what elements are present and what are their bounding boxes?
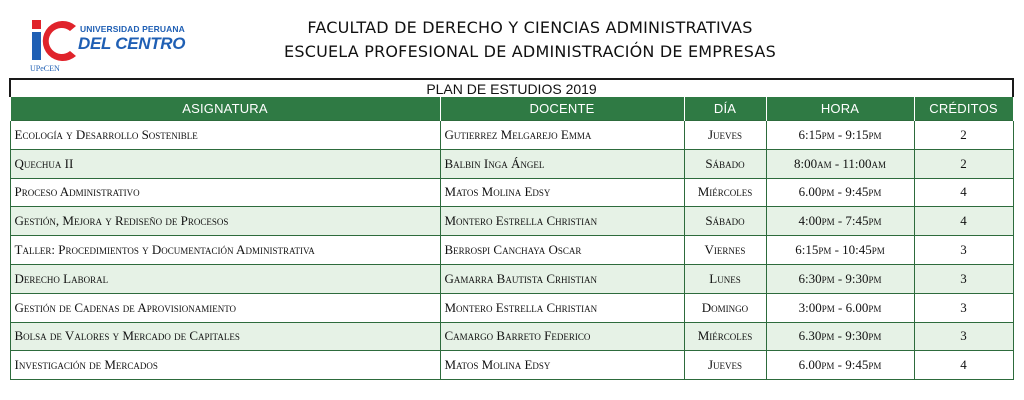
cell-dia: Domingo <box>684 293 766 322</box>
cell-hora: 3:00pm - 6.00pm <box>766 293 914 322</box>
cell-dia: Jueves <box>684 121 766 150</box>
cell-docente: Gutierrez Melgarejo Emma <box>440 121 684 150</box>
cell-asignatura: Investigación de Mercados <box>10 351 440 380</box>
table-row <box>10 351 1013 380</box>
cell-creditos: 4 <box>914 178 1013 207</box>
cell-creditos: 3 <box>914 293 1013 322</box>
cell-hora: 6:30pm - 9:30pm <box>766 264 914 293</box>
cell-hora: 6.00pm - 9:45pm <box>766 178 914 207</box>
cell-docente: Montero Estrella Christian <box>440 293 684 322</box>
cell-dia: Lunes <box>684 264 766 293</box>
table-row <box>10 264 1013 293</box>
cell-asignatura: Derecho Laboral <box>10 264 440 293</box>
cell-creditos: 2 <box>914 121 1013 150</box>
table-row <box>10 121 1013 150</box>
upecen-emblem-icon <box>26 16 78 64</box>
cell-hora: 6:15pm - 9:15pm <box>766 121 914 150</box>
cell-docente: Montero Estrella Christian <box>440 207 684 236</box>
logo-text-top: UNIVERSIDAD PERUANA <box>80 24 185 34</box>
table-header-row <box>10 97 1013 121</box>
cell-hora: 6.00pm - 9:45pm <box>766 351 914 380</box>
cell-docente: Camargo Barreto Federico <box>440 322 684 351</box>
column-header-asignatura: ASIGNATURA <box>10 97 440 121</box>
cell-creditos: 3 <box>914 236 1013 265</box>
column-header-dia: DÍA <box>684 97 766 121</box>
logo-text-main: DEL CENTRO <box>78 34 186 53</box>
table-row <box>10 207 1013 236</box>
plan-title-row <box>10 79 1013 97</box>
school-title: ESCUELA PROFESIONAL DE ADMINISTRACIÓN DE EMPRESAS <box>284 42 776 61</box>
cell-docente: Berrospi Canchaya Oscar <box>440 236 684 265</box>
cell-docente: Matos Molina Edsy <box>440 351 684 380</box>
university-logo <box>18 14 186 74</box>
cell-dia: Miércoles <box>684 178 766 207</box>
cell-hora: 4:00pm - 7:45pm <box>766 207 914 236</box>
cell-asignatura: Proceso Administrativo <box>10 178 440 207</box>
column-header-hora: HORA <box>766 97 914 121</box>
faculty-title: FACULTAD DE DERECHO Y CIENCIAS ADMINISTRATIVAS <box>307 18 753 37</box>
cell-docente: Gamarra Bautista Crhistian <box>440 264 684 293</box>
study-plan-table <box>9 78 1014 380</box>
plan-title: PLAN DE ESTUDIOS 2019 <box>10 79 1013 97</box>
column-header-docente: DOCENTE <box>440 97 684 121</box>
cell-asignatura: Gestión, Mejora y Rediseño de Procesos <box>10 207 440 236</box>
cell-dia: Miércoles <box>684 322 766 351</box>
cell-asignatura: Ecología y Desarrollo Sostenible <box>10 121 440 150</box>
cell-creditos: 4 <box>914 351 1013 380</box>
cell-asignatura: Bolsa de Valores y Mercado de Capitales <box>10 322 440 351</box>
cell-asignatura: Gestión de Cadenas de Aprovisionamiento <box>10 293 440 322</box>
cell-hora: 8:00am - 11:00am <box>766 149 914 178</box>
logo-abbr: UPeCEN <box>30 64 60 73</box>
cell-creditos: 4 <box>914 207 1013 236</box>
cell-dia: Viernes <box>684 236 766 265</box>
cell-dia: Jueves <box>684 351 766 380</box>
table-row <box>10 236 1013 265</box>
table-row <box>10 149 1013 178</box>
cell-creditos: 2 <box>914 149 1013 178</box>
column-header-creditos: CRÉDITOS <box>914 97 1013 121</box>
cell-hora: 6.30pm - 9:30pm <box>766 322 914 351</box>
table-row <box>10 178 1013 207</box>
cell-hora: 6:15pm - 10:45pm <box>766 236 914 265</box>
cell-dia: Sábado <box>684 207 766 236</box>
cell-dia: Sábado <box>684 149 766 178</box>
cell-docente: Matos Molina Edsy <box>440 178 684 207</box>
table-row <box>10 322 1013 351</box>
cell-creditos: 3 <box>914 264 1013 293</box>
cell-creditos: 3 <box>914 322 1013 351</box>
table-row <box>10 293 1013 322</box>
cell-asignatura: Quechua II <box>10 149 440 178</box>
cell-asignatura: Taller: Procedimientos y Documentación Administrativa <box>10 236 440 265</box>
cell-docente: Balbin Inga Ángel <box>440 149 684 178</box>
